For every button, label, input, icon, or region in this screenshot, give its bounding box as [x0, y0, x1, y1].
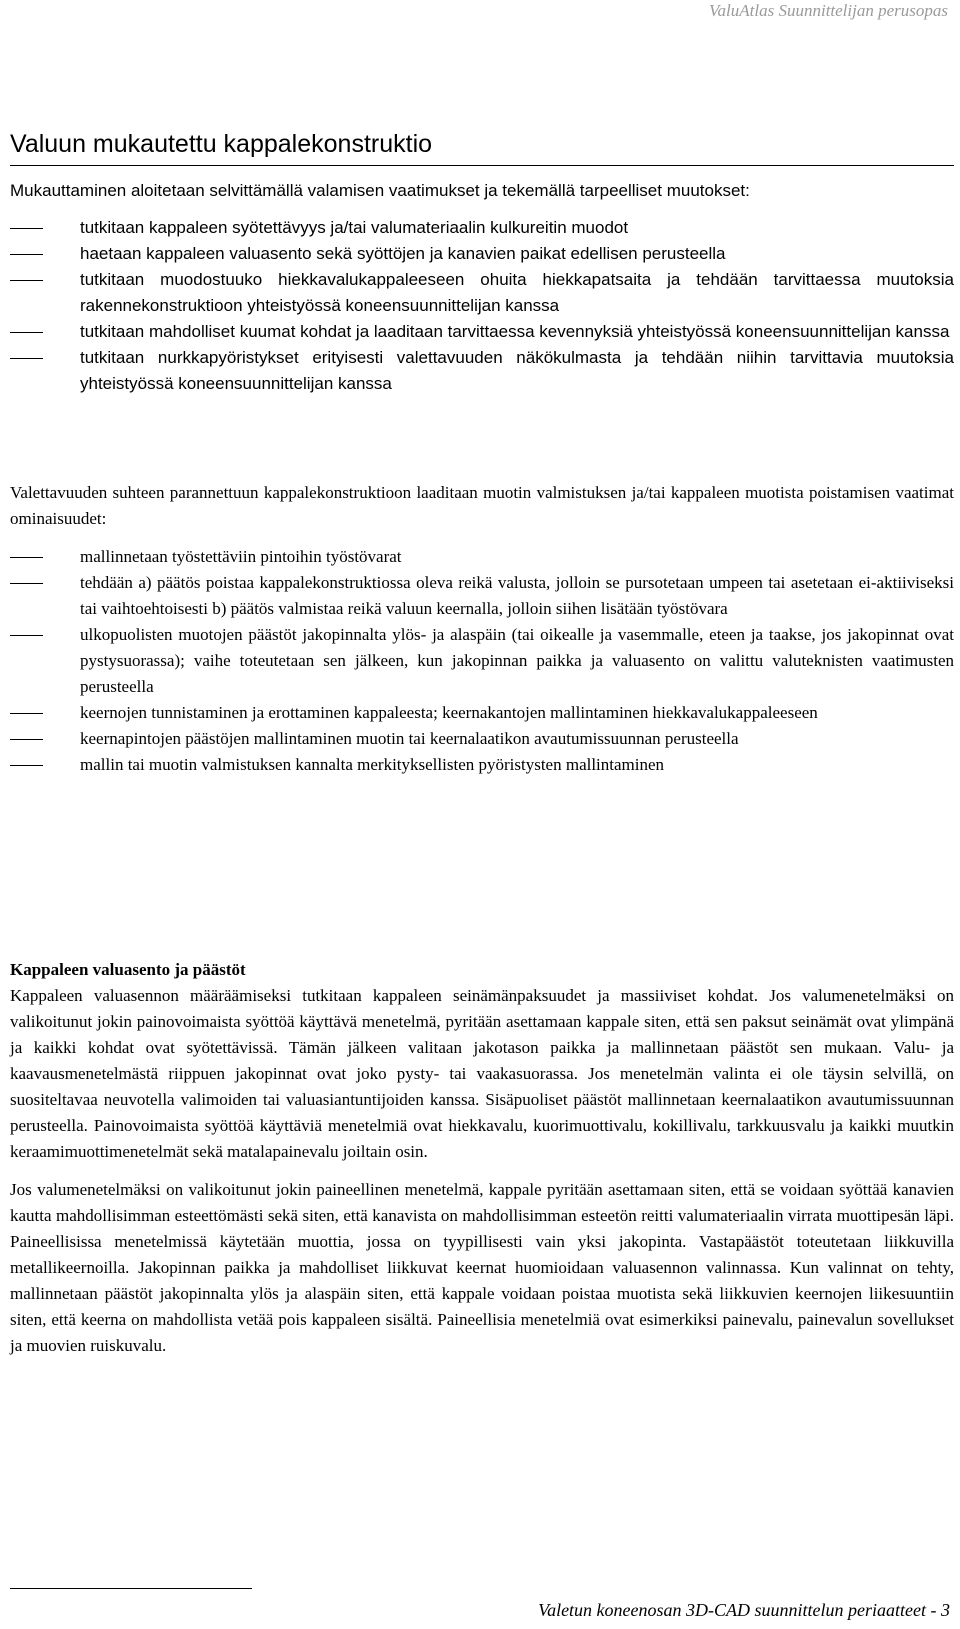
list-item: keernapintojen päästöjen mallintaminen muotin tai keernalaatikon avautumissuunnan perusteella [10, 726, 954, 752]
list-item: mallin tai muotin valmistuksen kannalta merkityksellisten pyöristysten mallintaminen [10, 752, 954, 778]
subsection-title: Kappaleen valuasento ja päästöt [10, 960, 246, 979]
list-item: tutkitaan muodostuuko hiekkavalukappaleeseen ohuita hiekkapatsaita ja tehdään tarvittaessa muutoksia rakennekonstruktioon yhteistyössä koneensuunnittelijan kanssa [10, 267, 954, 319]
properties-paragraph: Valettavuuden suhteen parannettuun kappalekonstruktioon laaditaan muotin valmistuksen ja/tai kappaleen muotista poistamisen vaatimat ominaisuudet: [10, 483, 954, 528]
list-item: tehdään a) päätös poistaa kappalekonstruktiossa oleva reikä valusta, jolloin se pursotetaan umpeen tai asetetaan ei-aktiiviseksi tai vaihtoehtoisesti b) päätös valmistaa reikä valuun keernalla, jolloin siihen lisätään työstövara [10, 570, 954, 622]
subsection-paragraph-2: Jos valumenetelmäksi on valikoitunut jokin paineellinen menetelmä, kappale pyritään asettamaan siten, että se voidaan syöttää kanavien kautta mahdollisimman esteettömästi sekä siten, että kanavista on mahdollisimman esteetön reitti valumateriaalin virrata muottipesän läpi. Paineellisissa menetelmissä käytetään muottia, jossa on tyypillisesti vain yksi jakopinta. Vastapäästöt toteutetaan liikkuvilla metallikeernoilla. Jakopinnan paikka ja mahdolliset liikkuvat keernat huomioidaan valuasennon valinnassa. Kun valinnat on tehty, mallinnetaan päästöt jakopinnalta ylös ja alaspäin siten, että kappale voidaan poistaa muotista sekä liikkuvien keernojen liikesuuntiin siten, että keerna on mahdollista vetää pois kappaleen sisältä. Paineellisia menetelmiä ovat esimerkiksi painevalu, painevalun sovellukset ja muovien ruiskuvalu. [10, 1180, 954, 1355]
list-item: haetaan kappaleen valuasento sekä syöttöjen ja kanavien paikat edellisen perusteella [10, 241, 954, 267]
list-item: keernojen tunnistaminen ja erottaminen kappaleesta; keernakantojen mallintaminen hiekkavalukappaleeseen [10, 700, 954, 726]
list-item: ulkopuolisten muotojen päästöt jakopinnalta ylös- ja alaspäin (tai oikealle ja vasemmalle, eteen ja taakse, jos jakopinnat ovat pystysuorassa); vaihe toteutetaan sen jälkeen, kun jakopinnan paikka ja valuasento on valittu valuteknisten vaatimusten perusteella [10, 622, 954, 700]
section-properties-block [10, 480, 954, 778]
section-intro-block [10, 178, 954, 397]
list-item: tutkitaan nurkkapyöristykset erityisesti valettavuuden näkökulmasta ja tehdään niihin tarvittavia muutoksia yhteistyössä koneensuunnittelijan kanssa [10, 345, 954, 397]
list-item: tutkitaan mahdolliset kuumat kohdat ja laaditaan tarvittaessa kevennyksiä yhteistyössä koneensuunnittelijan kanssa [10, 319, 954, 345]
requirements-list [10, 215, 954, 397]
section-title: Valuun mukautettu kappalekonstruktio [10, 127, 954, 166]
running-header: ValuAtlas Suunnittelijan perusopas [709, 1, 948, 20]
footer-rule [10, 1588, 252, 1589]
page-footer: Valetun koneenosan 3D-CAD suunnittelun periaatteet - 3 [538, 1600, 950, 1620]
list-item: mallinnetaan työstettäviin pintoihin työstövarat [10, 544, 954, 570]
properties-list [10, 544, 954, 778]
subsection-paragraph-1: Kappaleen valuasennon määräämiseksi tutkitaan kappaleen seinämänpaksuudet ja massiiviset kohdat. Jos valumenetelmäksi on valikoitunut jokin painovoimaista syöttöä käyttävä menetelmä, pyritään asettamaan kappale siten, että sen paksut seinämät ovat ylimpänä ja kaikki kohdat ovat syötettävissä. Tämän jälkeen valitaan jakotason paikka ja mallinnetaan päästöt sen mukaan. Valu- ja kaavausmenetelmästä riippuen jakopinnat ovat joko pysty- tai vaakasuorassa. Jos menetelmän valinta ei ole täysin selvillä, on suositeltavaa neuvotella valimoiden tai valuasiantuntijoiden kanssa. Sisäpuoliset päästöt mallinnetaan keernalaatikon avautumissuunnan perusteella. Painovoimaista syöttöä käyttäviä menetelmiä ovat hiekkavalu, kuorimuottivalu, kokillivalu, tarkkuusvalu ja kaikki muutkin keraamimuottimenetelmät sekä matalapainevalu joiltain osin. [10, 986, 954, 1161]
intro-paragraph: Mukauttaminen aloitetaan selvittämällä valamisen vaatimukset ja tekemällä tarpeelliset muutokset: [10, 181, 750, 200]
subsection-block [10, 957, 954, 1359]
list-item: tutkitaan kappaleen syötettävyys ja/tai valumateriaalin kulkureitin muodot [10, 215, 954, 241]
